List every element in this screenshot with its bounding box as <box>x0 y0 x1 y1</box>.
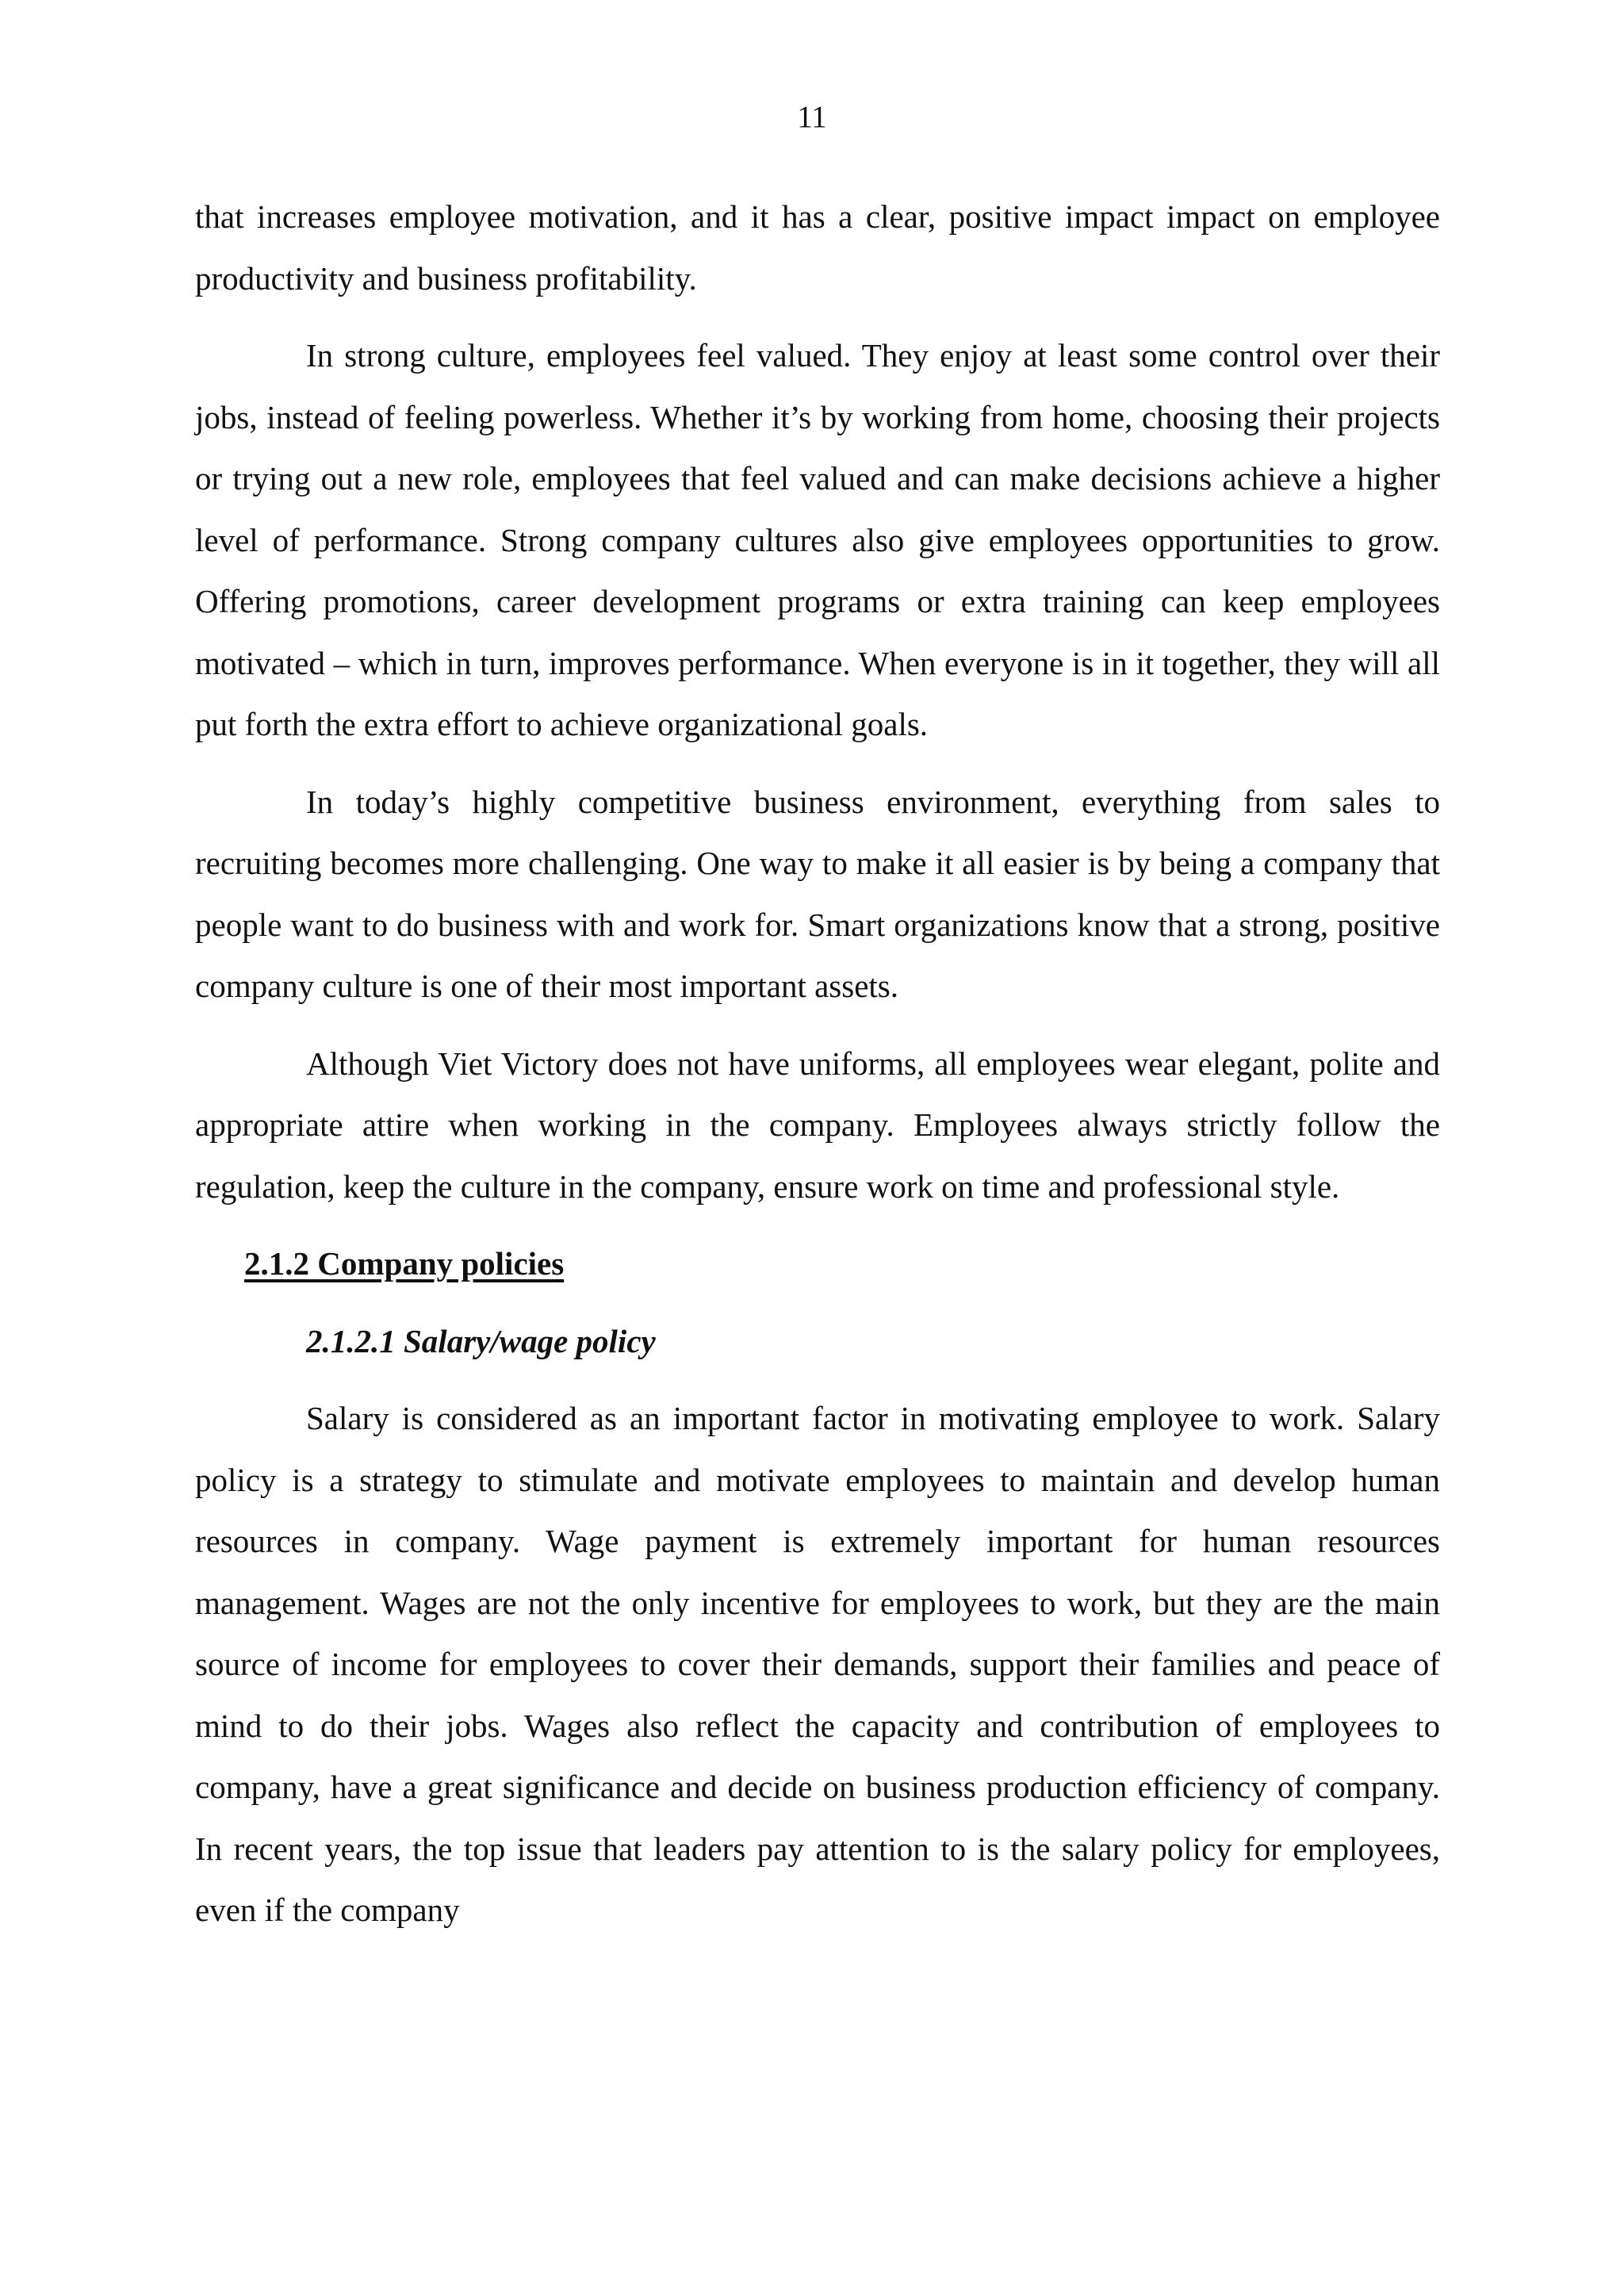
subsection-heading-salary-policy: 2.1.2.1 Salary/wage policy <box>306 1322 656 1359</box>
paragraph-motivation-continuation: that increases employee motivation, and it has a clear, positive impact impact on employee productivity and business profitability. <box>195 198 1440 297</box>
paragraph-strong-culture: In strong culture, employees feel valued. They enjoy at least some control over their jobs, instead of feeling powerless. Whether it’s by working from home, choosing their projects or trying out a new role, employees that feel valued and can make decisions achieve a higher level of performance. Strong company cultures also give employees opportunities to grow. Offering promotions, career development programs or extra training can keep employees motivated – which in turn, improves performance. When everyone is in it together, they will all put forth the extra effort to achieve organizational goals. <box>195 337 1440 742</box>
page-number: 11 <box>797 100 827 134</box>
paragraph-attire: Although Viet Victory does not have uniforms, all employees wear elegant, polite and appropriate attire when working in the company. Employees always strictly follow the regulation, keep the culture in the company, ensure work on time and professional style. <box>195 1045 1440 1205</box>
paragraph-competitive-environment: In today’s highly competitive business environment, everything from sales to recruiting becomes more challenging. One way to make it all easier is by being a company that people want to do business with and work for. Smart organizations know that a strong, positive company culture is one of their most important assets. <box>195 783 1440 1004</box>
document-body <box>195 186 1440 1957</box>
paragraph-salary: Salary is considered as an important factor in motivating employee to work. Salary policy is a strategy to stimulate and motivate employees to maintain and develop human resources in company. Wage payment is extremely important for human resources management. Wages are not the only incentive for employees to work, but they are the main source of income for employees to cover their demands, support their families and peace of mind to do their jobs. Wages also reflect the capacity and contribution of employees to company, have a great significance and decide on business production efficiency of company. In recent years, the top issue that leaders pay attention to is the salary policy for employees, even if the company <box>195 1400 1440 1928</box>
section-heading-company-policies: 2.1.2 Company policies <box>244 1245 565 1282</box>
